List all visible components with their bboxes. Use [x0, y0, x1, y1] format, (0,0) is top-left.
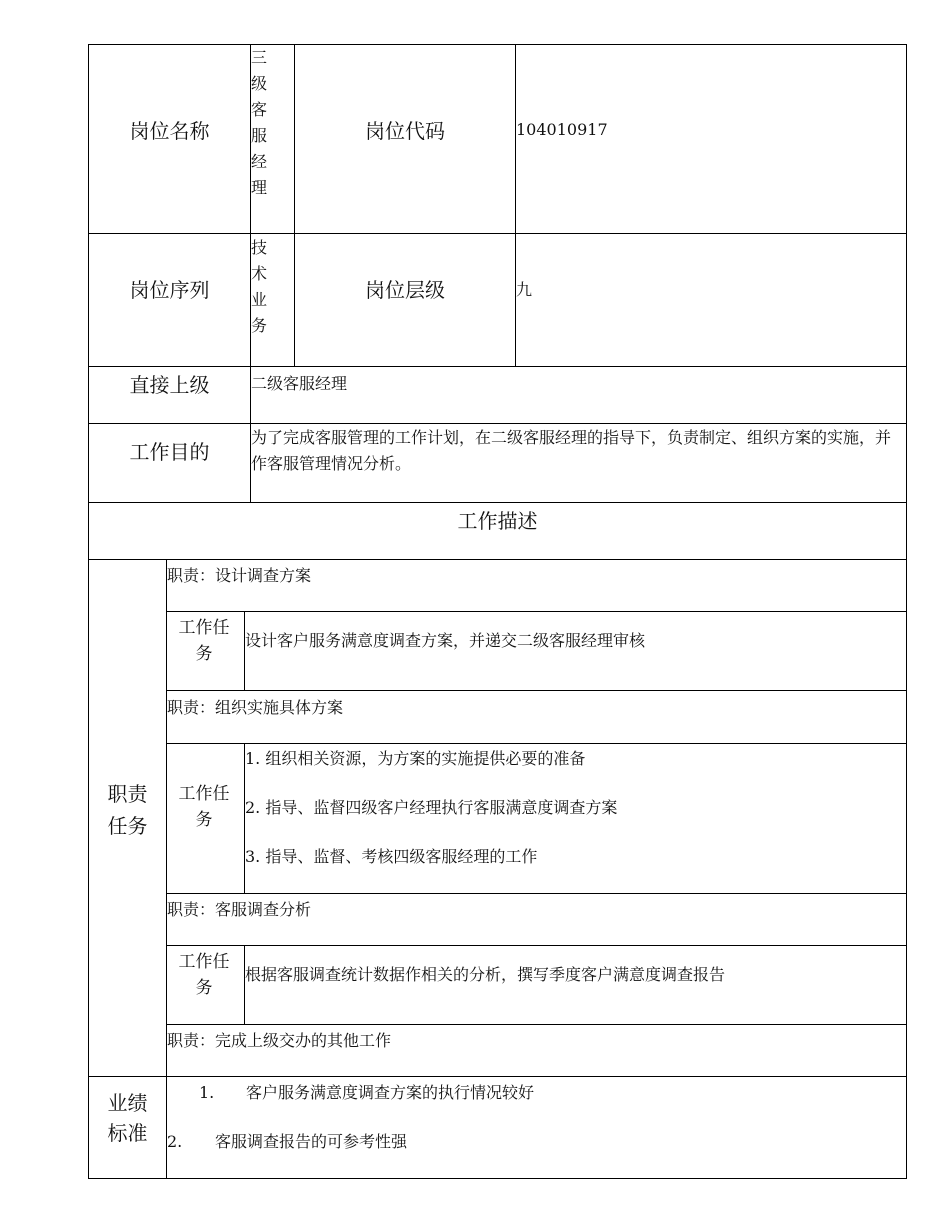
duty-title: 职责：客服调查分析	[167, 900, 312, 919]
duty-title: 职责：组织实施具体方案	[167, 698, 344, 717]
col-divider	[515, 45, 516, 366]
performance-item-text: 客户服务满意度调查方案的执行情况较好	[246, 1083, 535, 1102]
row-divider	[167, 893, 906, 894]
row-divider	[89, 366, 906, 367]
row-divider	[89, 1076, 906, 1077]
row-divider	[167, 945, 906, 946]
task-item: 3. 指导、监督、考核四级客服经理的工作	[245, 847, 538, 866]
row-divider	[89, 233, 906, 234]
task-label: 工作任 务	[178, 618, 230, 664]
task-label: 工作任 务	[178, 784, 230, 830]
row-divider	[167, 1024, 906, 1025]
row-divider	[167, 611, 906, 612]
superior-value: 二级客服经理	[251, 374, 348, 393]
post-level-label: 岗位层级	[365, 278, 445, 302]
post-code-label: 岗位代码	[365, 119, 445, 143]
task-label: 工作任 务	[178, 952, 230, 998]
post-name-label: 岗位名称	[129, 119, 210, 143]
col-divider	[294, 45, 295, 366]
row-divider	[89, 502, 906, 503]
row-divider	[89, 559, 906, 560]
task-item: 1. 组织相关资源，为方案的实施提供必要的准备	[245, 749, 586, 768]
row-divider	[167, 743, 906, 744]
task-item: 2. 指导、监督四级客户经理执行客服满意度调查方案	[245, 798, 618, 817]
post-code-value: 104010917	[516, 120, 608, 139]
row-divider	[89, 423, 906, 424]
task-item: 根据客服调查统计数据作相关的分析，撰写季度客户满意度调查报告	[245, 965, 726, 984]
task-item: 设计客户服务满意度调查方案，并递交二级客服经理审核	[245, 631, 646, 650]
post-name-value: 三级客服经理	[251, 48, 268, 197]
duties-label-line1: 职责	[107, 782, 148, 806]
post-series-value: 技术业务	[251, 238, 268, 335]
duties-section-label	[89, 778, 166, 842]
duties-label-line2: 任务	[107, 814, 148, 838]
work-description-title: 工作描述	[457, 509, 538, 533]
job-description-table	[88, 44, 907, 1179]
purpose-value: 为了完成客服管理的工作计划，在二级客服经理的指导下，负责制定、组织方案的实施，并作客服管理情况分析。	[251, 428, 892, 473]
performance-item-text: 客服调查报告的可参考性强	[215, 1132, 408, 1151]
performance-item-num: 2.	[167, 1132, 183, 1151]
performance-label: 业绩 标准	[107, 1091, 148, 1145]
post-series-label: 岗位序列	[129, 278, 210, 302]
duty-title: 职责：设计调查方案	[167, 566, 312, 585]
performance-item-num: 1.	[199, 1083, 215, 1102]
col-divider	[166, 559, 167, 1178]
post-level-value: 九	[516, 280, 533, 299]
row-divider	[167, 690, 906, 691]
purpose-label: 工作目的	[129, 440, 210, 464]
superior-label: 直接上级	[129, 373, 210, 397]
duty-title: 职责：完成上级交办的其他工作	[167, 1031, 392, 1050]
